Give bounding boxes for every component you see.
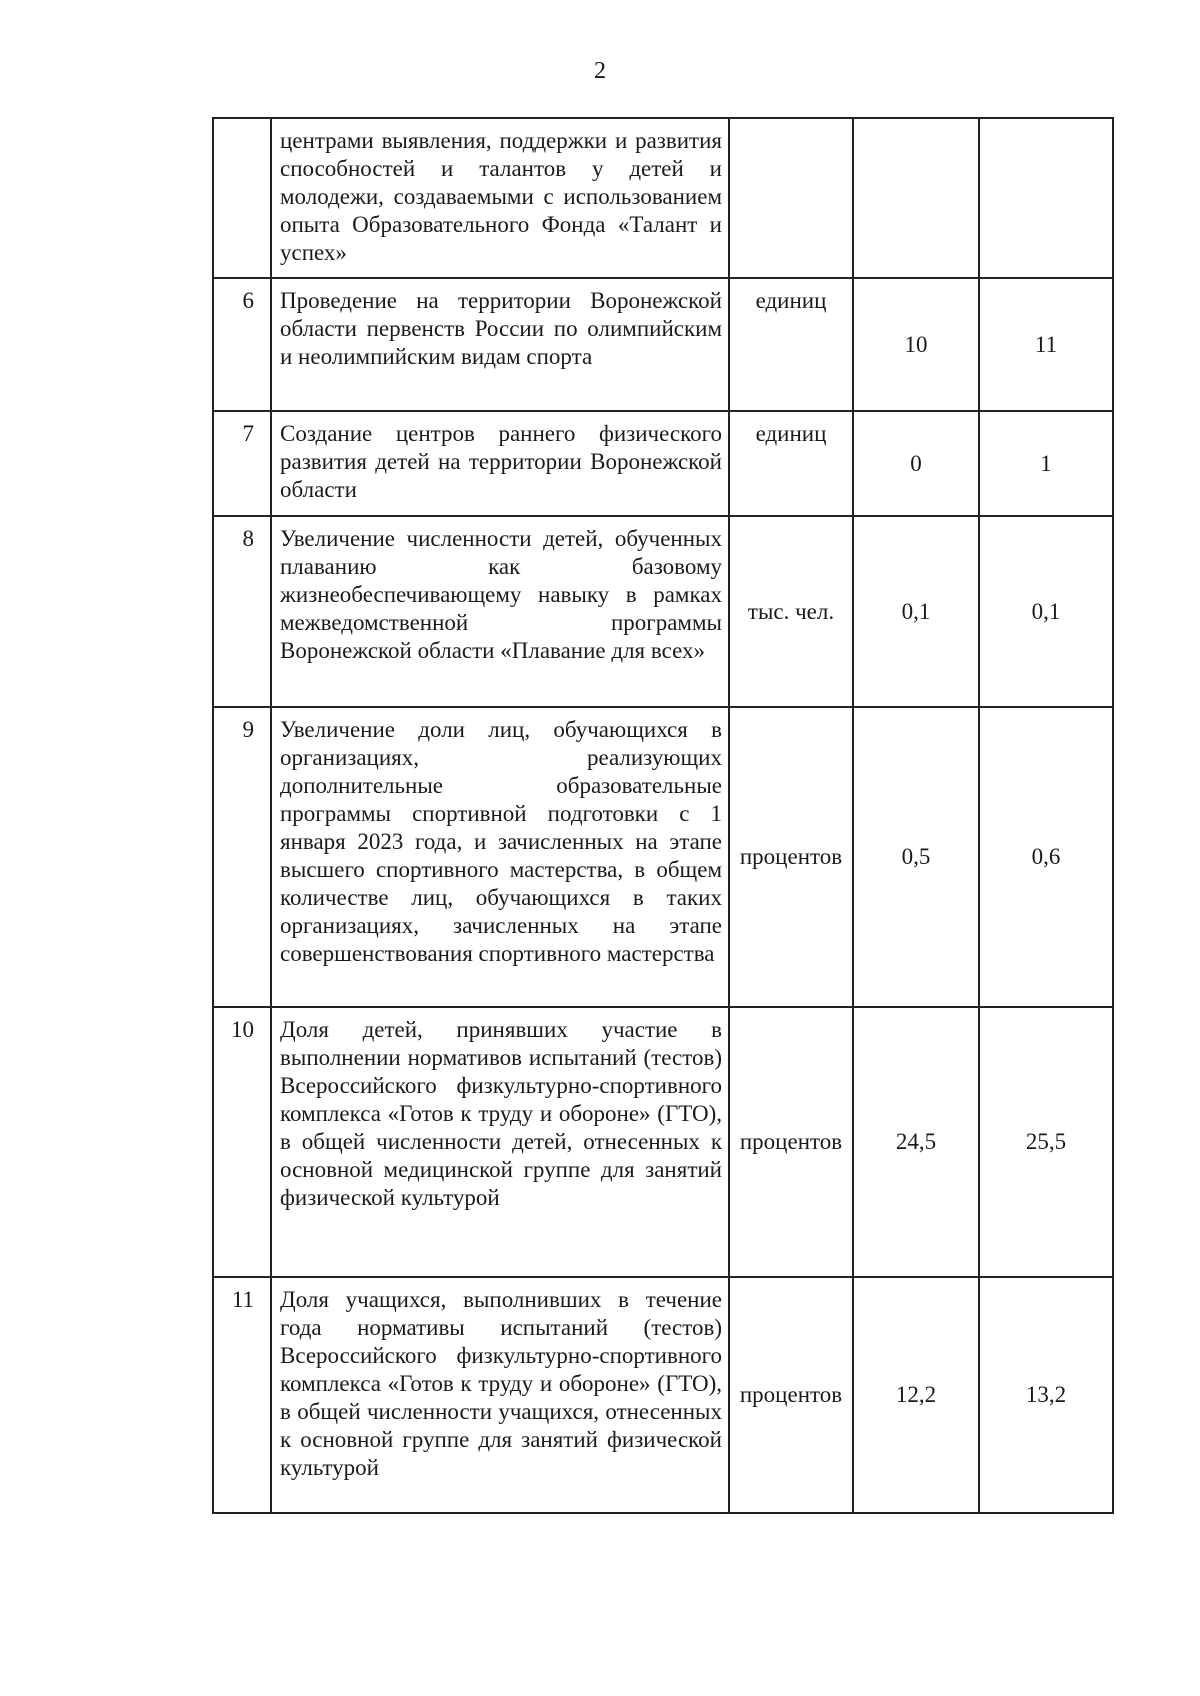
table-row <box>213 707 1113 1007</box>
table-row <box>213 118 1113 278</box>
row-description: Доля учащихся, выполнивших в течение года нормативы испытаний (тестов) Всероссийского физкультурно-спортивного комплекса «Готов к труду и обороне» (ГТО), в общей численности учащихся, отнесенных к основной группе для занятий физической культурой <box>271 1277 729 1513</box>
row-unit: процентов <box>729 1007 853 1277</box>
table-row <box>213 411 1113 516</box>
row-value-1: 12,2 <box>853 1277 979 1513</box>
row-number: 8 <box>213 516 271 707</box>
table-row <box>213 1277 1113 1513</box>
row-number: 11 <box>213 1277 271 1513</box>
row-value-1: 10 <box>853 278 979 411</box>
row-number: 6 <box>213 278 271 411</box>
row-unit: единиц <box>729 411 853 516</box>
row-description: Увеличение доли лиц, обучающихся в организациях, реализующих дополнительные образовательные программы спортивной подготовки с 1 января 2023 года, и зачисленных на этапе высшего спортивного мастерства, в общем количестве лиц, обучающихся в таких организациях, зачисленных на этапе совершенствования спортивного мастерства <box>271 707 729 1007</box>
row-value-1: 0,1 <box>853 516 979 707</box>
row-value-2: 0,1 <box>979 516 1113 707</box>
row-value-2: 25,5 <box>979 1007 1113 1277</box>
row-number: 9 <box>213 707 271 1007</box>
row-description: Увеличение численности детей, обученных плаванию как базовому жизнеобеспечивающему навыку в рамках межведомственной программы Воронежской области «Плавание для всех» <box>271 516 729 707</box>
row-value-2: 1 <box>979 411 1113 516</box>
row-value-2 <box>979 118 1113 278</box>
row-unit: процентов <box>729 707 853 1007</box>
row-value-1: 0 <box>853 411 979 516</box>
row-value-1: 24,5 <box>853 1007 979 1277</box>
table-row <box>213 1007 1113 1277</box>
row-description: Проведение на территории Воронежской области первенств России по олимпийским и неолимпийским видам спорта <box>271 278 729 411</box>
table-row <box>213 278 1113 411</box>
row-unit: единиц <box>729 278 853 411</box>
row-number <box>213 118 271 278</box>
row-value-2: 13,2 <box>979 1277 1113 1513</box>
row-unit <box>729 118 853 278</box>
row-value-1: 0,5 <box>853 707 979 1007</box>
row-description: Доля детей, принявших участие в выполнении нормативов испытаний (тестов) Всероссийского физкультурно-спортивного комплекса «Готов к труду и обороне» (ГТО), в общей численности детей, отнесенных к основной медицинской группе для занятий физической культурой <box>271 1007 729 1277</box>
row-number: 7 <box>213 411 271 516</box>
row-value-1 <box>853 118 979 278</box>
row-unit: процентов <box>729 1277 853 1513</box>
table-row <box>213 516 1113 707</box>
row-description: Создание центров раннего физического развития детей на территории Воронежской области <box>271 411 729 516</box>
row-description: центрами выявления, поддержки и развития способностей и талантов у детей и молодежи, создаваемыми с использованием опыта Образовательного Фонда «Талант и успех» <box>271 118 729 278</box>
row-value-2: 11 <box>979 278 1113 411</box>
row-value-2: 0,6 <box>979 707 1113 1007</box>
indicators-table <box>212 117 1114 1514</box>
page-number: 2 <box>594 58 606 84</box>
row-number: 10 <box>213 1007 271 1277</box>
row-unit: тыс. чел. <box>729 516 853 707</box>
